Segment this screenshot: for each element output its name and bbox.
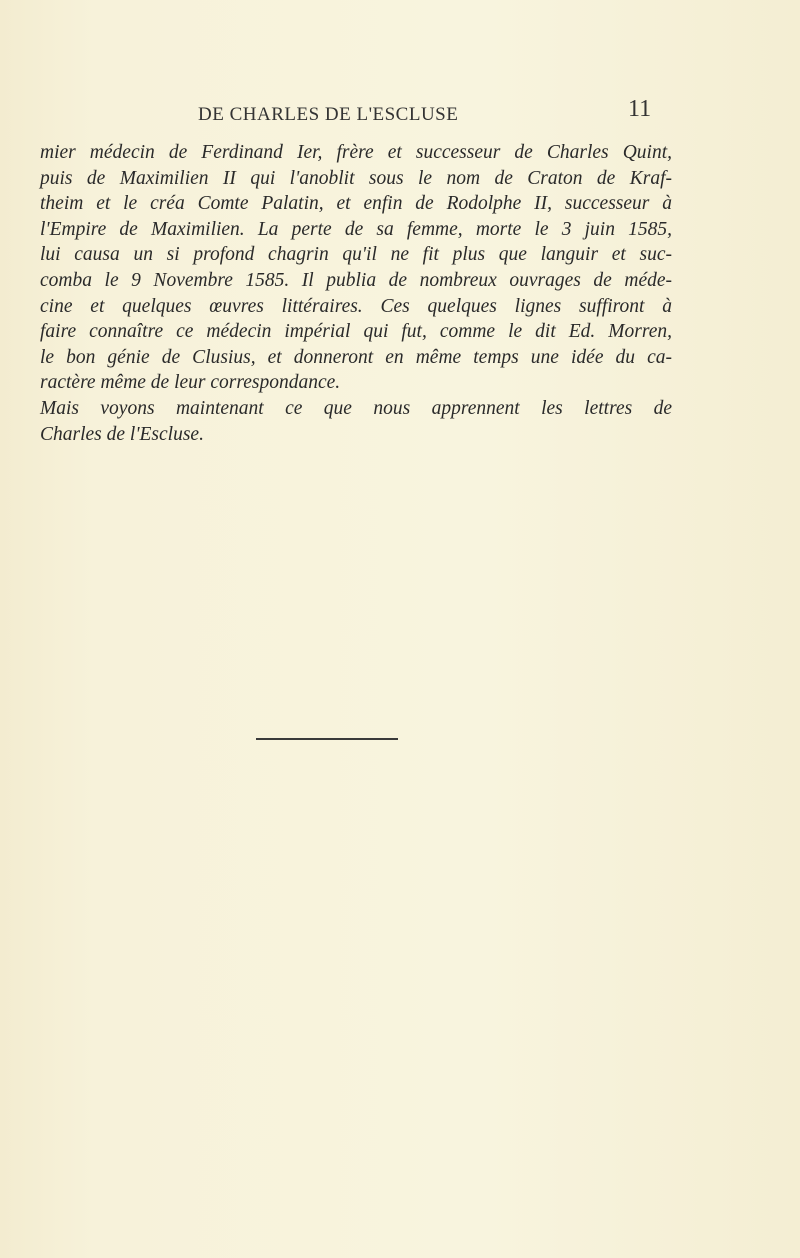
running-header: [0, 96, 800, 130]
page-number: 11: [628, 96, 652, 122]
end-of-section-rule: [256, 738, 398, 740]
body-text: [40, 140, 672, 447]
text-line: faire connaître ce médecin impérial qui fut, comme le dit Ed. Morren,: [40, 321, 672, 343]
paragraph: [40, 396, 672, 447]
text-line: lui causa un si profond chagrin qu'il ne fit plus que languir et suc-: [40, 244, 672, 266]
text-line: le bon génie de Clusius, et donneront en même temps une idée du ca-: [40, 346, 672, 368]
text-line: comba le 9 Novembre 1585. Il publia de nombreux ouvrages de méde-: [40, 269, 672, 291]
paragraph: [40, 140, 672, 396]
text-line: ractère même de leur correspondance.: [40, 372, 341, 394]
text-line: theim et le créa Comte Palatin, et enfin de Rodolphe II, successeur à: [40, 193, 672, 215]
text-line: puis de Maximilien II qui l'anoblit sous le nom de Craton de Kraf-: [40, 167, 672, 189]
text-line: mier médecin de Ferdinand Ier, frère et successeur de Charles Quint,: [40, 142, 672, 163]
running-title: DE CHARLES DE L'ESCLUSE: [198, 104, 459, 125]
text-line: Mais voyons maintenant ce que nous apprennent les lettres de: [40, 397, 672, 419]
text-line: cine et quelques œuvres littéraires. Ces quelques lignes suffiront à: [40, 295, 672, 317]
text-line: Charles de l'Escluse.: [40, 423, 204, 445]
text-line: l'Empire de Maximilien. La perte de sa femme, morte le 3 juin 1585,: [40, 218, 672, 240]
